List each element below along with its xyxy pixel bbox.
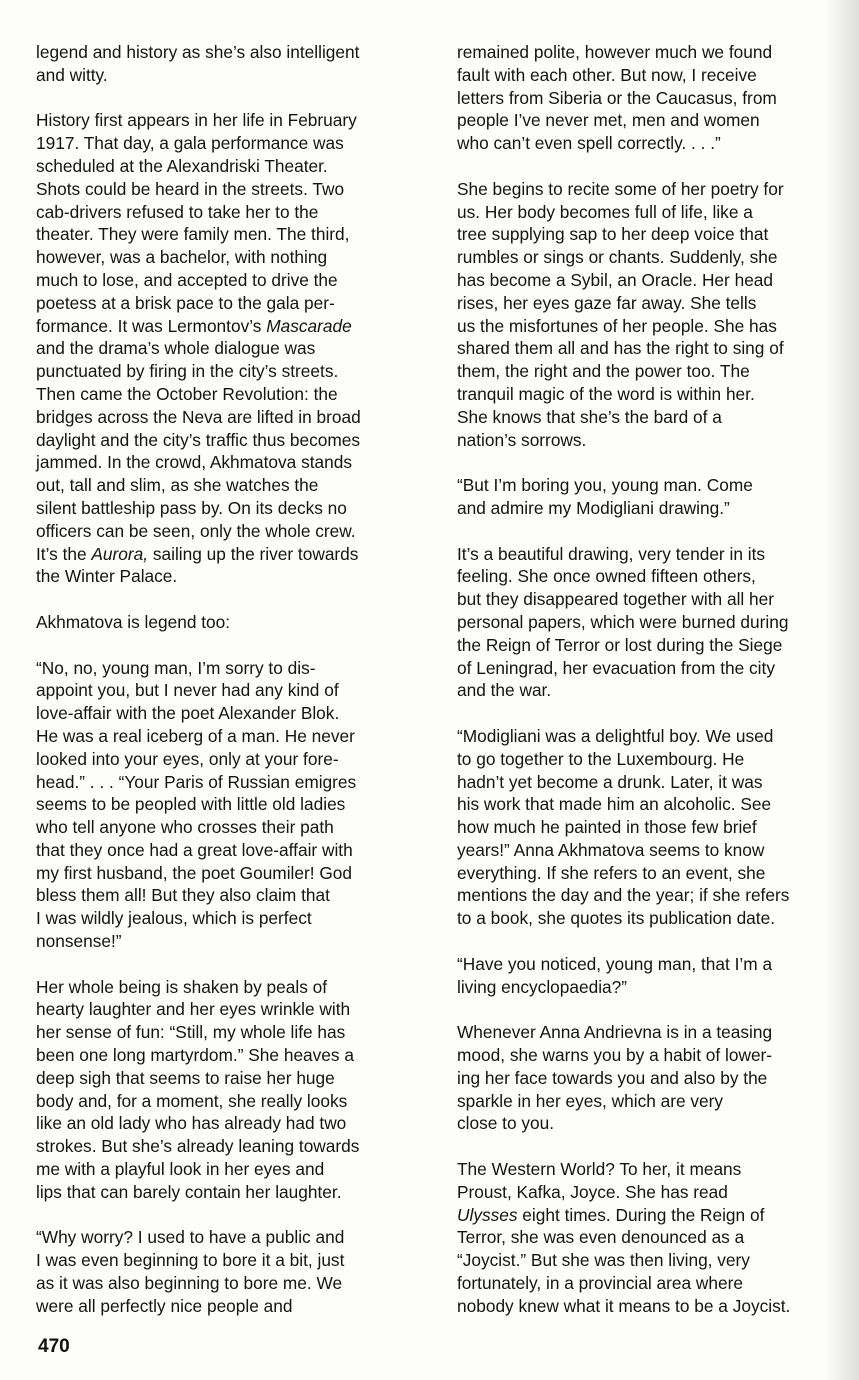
text-line: He was a real iceberg of a man. He never — [36, 725, 355, 746]
paragraph — [36, 611, 420, 634]
text-line: strokes. But she’s already leaning towards — [36, 1136, 360, 1157]
paragraph — [457, 725, 839, 930]
text-line: looked into your eyes, only at your fore- — [36, 748, 339, 769]
text-line: “Have you noticed, young man, that I’m a — [457, 953, 773, 974]
text-line: She begins to recite some of her poetry for — [457, 178, 784, 199]
text-line: daylight and the city’s traffic thus becomes — [36, 429, 361, 450]
text-line: and witty. — [36, 64, 108, 85]
italic-title: Aurora, — [91, 543, 149, 564]
text-line: body and, for a moment, she really looks — [36, 1090, 348, 1111]
text-line: “No, no, young man, I’m sorry to dis- — [36, 657, 316, 678]
text-line: Shots could be heard in the streets. Two — [36, 178, 345, 199]
paragraph — [457, 543, 839, 703]
text-line: close to you. — [457, 1113, 555, 1134]
text-line: “Joycist.” But she was then living, very — [457, 1250, 750, 1271]
text-line: to a book, she quotes its publication date. — [457, 908, 775, 929]
text-line: as it was also beginning to bore me. We — [36, 1273, 343, 1294]
text-line: deep sigh that seems to raise her huge — [36, 1067, 335, 1088]
text-line: It’s the Aurora, sailing up the river towards — [36, 543, 359, 564]
text-line: silent battleship pass by. On its decks no — [36, 497, 347, 518]
text-line: The Western World? To her, it means — [457, 1159, 742, 1180]
text-line: fault with each other. But now, I receive — [457, 64, 757, 85]
text-line: who can’t even spell correctly. . . .” — [457, 133, 721, 154]
text-line: Her whole being is shaken by peals of — [36, 976, 328, 997]
text-line: ing her face towards you and also by the — [457, 1067, 768, 1088]
text-line: sparkle in her eyes, which are very — [457, 1090, 724, 1111]
text-line: rises, her eyes gaze far away. She tells — [457, 292, 757, 313]
text-line: theater. They were family men. The third, — [36, 224, 350, 245]
paragraph — [36, 657, 420, 953]
text-line: letters from Siberia or the Caucasus, from — [457, 87, 777, 108]
text-line: scheduled at the Alexandriski Theater. — [36, 155, 328, 176]
text-line: tree supplying sap to her deep voice that — [457, 224, 769, 245]
text-line: It’s a beautiful drawing, very tender in its — [457, 543, 766, 564]
text-line: She knows that she’s the bard of a — [457, 406, 722, 427]
text-line: her sense of fun: “Still, my whole life has — [36, 1022, 346, 1043]
text-line: mood, she warns you by a habit of lower- — [457, 1045, 773, 1066]
text-line: I was wildly jealous, which is perfect — [36, 908, 312, 929]
text-line: hearty laughter and her eyes wrinkle with — [36, 999, 351, 1020]
text-line: the Reign of Terror or lost during the Siege — [457, 634, 783, 655]
text-line: nation’s sorrows. — [457, 429, 587, 450]
text-line: I was even beginning to bore it a bit, just — [36, 1250, 345, 1271]
text-line: my first husband, the poet Goumiler! God — [36, 862, 353, 883]
text-line: and admire my Modigliani drawing.” — [457, 497, 730, 518]
text-line: punctuated by firing in the city’s streets. — [36, 361, 339, 382]
paragraph — [457, 474, 839, 520]
text-line: seems to be peopled with little old ladies — [36, 794, 346, 815]
text-line: me with a playful look in her eyes and — [36, 1159, 325, 1180]
text-line: appoint you, but I never had any kind of — [36, 680, 339, 701]
paragraph — [36, 1226, 420, 1317]
text-line: were all perfectly nice people and — [36, 1295, 293, 1316]
text-line: and the drama’s whole dialogue was — [36, 338, 316, 359]
text-line: bless them all! But they also claim that — [36, 885, 330, 906]
left-column — [36, 41, 420, 1340]
text-line: nobody knew what it means to be a Joycist. — [457, 1295, 791, 1316]
text-line: been one long martyrdom.” She heaves a — [36, 1045, 354, 1066]
text-line: his work that made him an alcoholic. See — [457, 794, 772, 815]
text-line: feeling. She once owned fifteen others, — [457, 566, 756, 587]
text-line: everything. If she refers to an event, she — [457, 862, 766, 883]
text-line: legend and history as she’s also intelligent — [36, 42, 360, 62]
text-line: the Winter Palace. — [36, 566, 178, 587]
text-line: Then came the October Revolution: the — [36, 383, 338, 404]
text-line: shared them all and has the right to sing of — [457, 338, 784, 359]
text-line: that they once had a great love-affair with — [36, 839, 353, 860]
text-line: and the war. — [457, 680, 552, 701]
paragraph — [457, 41, 839, 155]
text-line: how much he painted in those few brief — [457, 817, 757, 838]
text-line: Terror, she was even denounced as a — [457, 1227, 745, 1248]
paragraph — [36, 41, 420, 87]
right-column — [457, 41, 839, 1340]
text-line: has become a Sybil, an Oracle. Her head — [457, 269, 774, 290]
text-line: out, tall and slim, as she watches the — [36, 475, 319, 496]
text-line: “Why worry? I used to have a public and — [36, 1227, 345, 1248]
text-line: mentions the day and the year; if she refers — [457, 885, 790, 906]
text-line: jammed. In the crowd, Akhmatova stands — [36, 452, 353, 473]
text-line: living encyclopaedia?” — [457, 976, 628, 997]
text-line: personal papers, which were burned during — [457, 611, 789, 632]
italic-title: Ulysses — [457, 1204, 518, 1225]
text-line: lips that can barely contain her laughter. — [36, 1181, 342, 1202]
text-line: Akhmatova is legend too: — [36, 611, 231, 632]
paragraph — [36, 976, 420, 1204]
paragraph — [457, 178, 839, 452]
text-line: 1917. That day, a gala performance was — [36, 133, 344, 154]
paragraph — [457, 1021, 839, 1135]
text-line: nonsense!” — [36, 931, 122, 952]
text-line: of Leningrad, her evacuation from the city — [457, 657, 775, 678]
text-line: them, the right and the power too. The — [457, 361, 750, 382]
text-line: “Modigliani was a delightful boy. We used — [457, 725, 774, 746]
text-line: tranquil magic of the word is within her. — [457, 383, 755, 404]
paragraph — [457, 1158, 839, 1318]
text-line: like an old lady who has already had two — [36, 1113, 347, 1134]
text-line: formance. It was Lermontov’s Mascarade — [36, 315, 352, 336]
page-number: 470 — [38, 1336, 70, 1357]
text-line: poetess at a brisk pace to the gala per- — [36, 292, 335, 313]
text-line: us the misfortunes of her people. She has — [457, 315, 777, 336]
italic-title: Mascarade — [266, 315, 352, 336]
text-line: but they disappeared together with all her — [457, 589, 775, 610]
paragraph — [36, 109, 420, 588]
text-line: Whenever Anna Andrievna is in a teasing — [457, 1022, 773, 1043]
text-line: cab-drivers refused to take her to the — [36, 201, 319, 222]
text-line: fortunately, in a provincial area where — [457, 1273, 743, 1294]
text-line: Proust, Kafka, Joyce. She has read — [457, 1181, 728, 1202]
text-line: us. Her body becomes full of life, like a — [457, 201, 753, 222]
text-line: bridges across the Neva are lifted in broad — [36, 406, 361, 427]
text-line: years!” Anna Akhmatova seems to know — [457, 839, 765, 860]
text-line: however, was a bachelor, with nothing — [36, 247, 328, 268]
text-line: people I’ve never met, men and women — [457, 110, 760, 131]
text-line: to go together to the Luxembourg. He — [457, 748, 745, 769]
text-line: Ulysses eight times. During the Reign of — [457, 1204, 765, 1225]
text-line: rumbles or sings or chants. Suddenly, she — [457, 247, 778, 268]
text-line: who tell anyone who crosses their path — [36, 817, 334, 838]
text-line: officers can be seen, only the whole crew. — [36, 520, 356, 541]
text-line: “But I’m boring you, young man. Come — [457, 475, 753, 496]
text-line: remained polite, however much we found — [457, 42, 773, 62]
text-line: hadn’t yet become a drunk. Later, it was — [457, 771, 763, 792]
paragraph — [457, 953, 839, 999]
text-line: much to lose, and accepted to drive the — [36, 269, 338, 290]
text-line: History first appears in her life in February — [36, 110, 357, 131]
text-line: love-affair with the poet Alexander Blok. — [36, 703, 340, 724]
text-line: head.” . . . “Your Paris of Russian emigres — [36, 771, 357, 792]
